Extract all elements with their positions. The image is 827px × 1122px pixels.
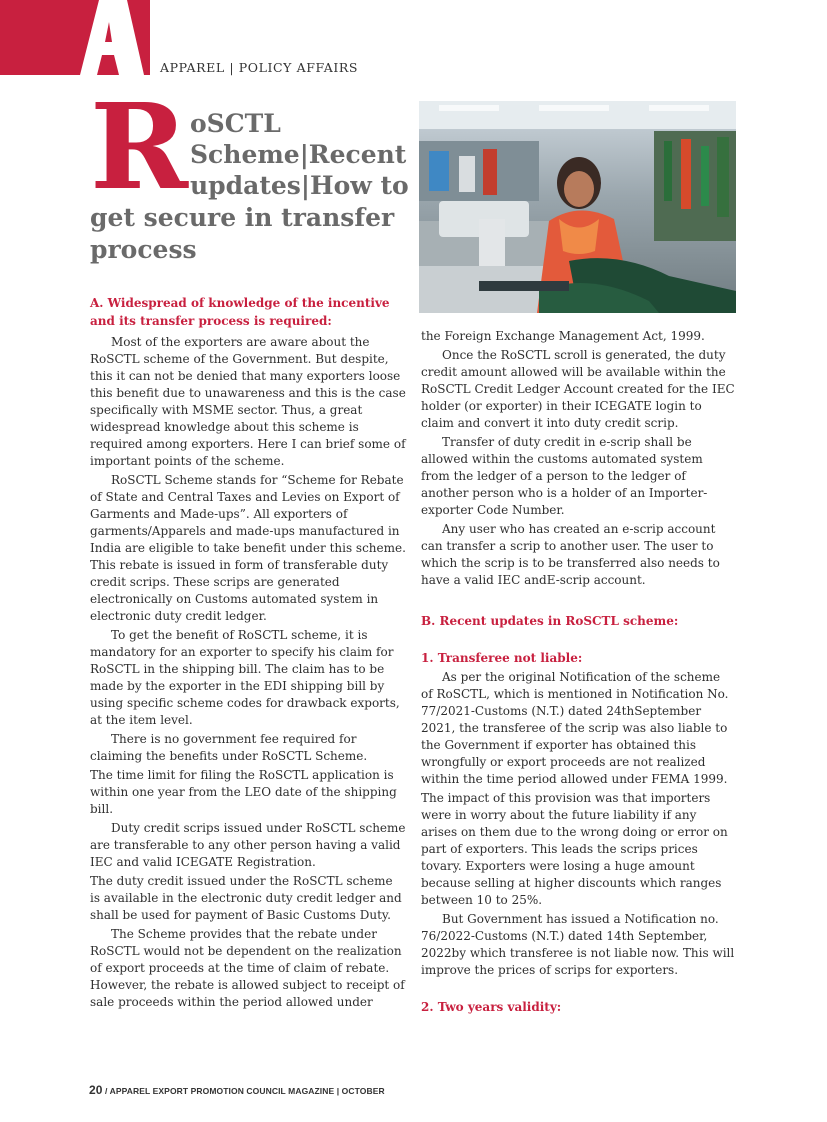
- paragraph: But Government has issued a Notification no. 76/2022-Customs (N.T.) dated 14th September, 2022by which transferee is not liable now. This will improve the prices of scrips for exporters.: [421, 912, 735, 977]
- paragraph: The Scheme provides that the rebate under RoSCTL would not be dependent on the realization of export proceeds at the time of claim of rebate. However, the rebate is allowed subject to receipt of sale proceeds within the period allowed under: [90, 927, 405, 1009]
- title-line-3: updates|How to: [190, 171, 409, 200]
- paragraph: As per the original Notification of the scheme of RoSCTL, which is mentioned in Notification No. 77/2021-Customs (N.T.) dated 24thSeptember 2021, the transferee of the scrip was also liable to the Government if exporter has obtained this wrongfully or export proceeds are not realized within the time period allowed under FEMA 1999.: [421, 670, 729, 786]
- section-b-heading: B. Recent updates in RoSCTL scheme:: [421, 614, 679, 628]
- paragraph: The duty credit issued under the RoSCTL scheme is available in the electronic duty credit ledger and shall be used for payment of Basic Customs Duty.: [90, 874, 402, 922]
- paragraph: The impact of this provision was that importers were in worry about the future liability if any arises on them due to the wrong doing or error on part of exporters. This leads the scrips prices tovary. Exporters were losing a huge amount because selling at higher discounts which ranges between 10 to 25%.: [421, 791, 728, 907]
- title-line-1: oSCTL: [190, 109, 281, 138]
- title-line-4: get secure in transfer: [90, 203, 395, 232]
- article-column-right: [421, 328, 735, 1018]
- subsection-2-heading: 2. Two years validity:: [421, 1000, 562, 1014]
- article-column-left: [90, 294, 406, 1013]
- title-dropcap: R: [90, 77, 189, 216]
- magazine-name: / APPAREL EXPORT PROMOTION COUNCIL MAGAZINE | OCTOBER: [105, 1086, 385, 1096]
- paragraph: Transfer of duty credit in e-scrip shall be allowed within the customs automated system from the ledger of a person to the ledger of another person who is a holder of an Importer-exporter Code Number.: [421, 435, 708, 517]
- section-label: APPAREL | POLICY AFFAIRS: [160, 60, 359, 75]
- garment-factory-worker-photo: [419, 101, 736, 313]
- paragraph: RoSCTL Scheme stands for “Scheme for Rebate of State and Central Taxes and Levies on Export of Garments and Made-ups”. All exporters of garments/Apparels and made-ups manufactured in India are eligible to take benefit under this scheme. This rebate is issued in form of transferable duty credit scrips. These scrips are generated electronically on Customs automated system in electronic duty credit ledger.: [90, 473, 406, 623]
- paragraph: Most of the exporters are aware about the RoSCTL scheme of the Government. But despite, this it can not be denied that many exporters loose this benefit due to unawareness and this is the case specifically with MSME sector. Thus, a great widespread knowledge about this scheme is required among exporters. Here I can brief some of important points of the scheme.: [90, 335, 406, 468]
- paragraph: Any user who has created an e-scrip account can transfer a scrip to another user. The user to which the scrip is to be transferred also needs to have a valid IEC andE-scrip account.: [421, 522, 720, 587]
- paragraph: To get the benefit of RoSCTL scheme, it is mandatory for an exporter to specify his claim for RoSCTL in the shipping bill. The claim has to be made by the exporter in the EDI shipping bill by using specific scheme codes for drawback exports, at the item level.: [90, 628, 400, 727]
- title-line-5: process: [90, 235, 197, 264]
- corner-brand-block: [0, 0, 150, 75]
- article-title: [90, 77, 412, 265]
- section-a-heading: A. Widespread of knowledge of the incentive and its transfer process is required:: [90, 296, 390, 328]
- page-footer: [89, 1083, 385, 1097]
- page-number: 20: [89, 1083, 103, 1097]
- subsection-1-heading: 1. Transferee not liable:: [421, 651, 583, 665]
- paragraph: There is no government fee required for claiming the benefits under RoSCTL Scheme.: [90, 732, 368, 763]
- paragraph: the Foreign Exchange Management Act, 1999.: [421, 329, 705, 343]
- paragraph: Duty credit scrips issued under RoSCTL scheme are transferable to any other person having a valid IEC and valid ICEGATE Registration.: [90, 821, 406, 869]
- title-line-2: Scheme|Recent: [190, 140, 407, 169]
- paragraph: Once the RoSCTL scroll is generated, the duty credit amount allowed will be available within the RoSCTL Credit Ledger Account created for the IEC holder (or exporter) in their ICEGATE login to claim and convert it into duty credit scrip.: [421, 348, 735, 430]
- paragraph: The time limit for filing the RoSCTL application is within one year from the LEO date of the shipping bill.: [90, 768, 397, 816]
